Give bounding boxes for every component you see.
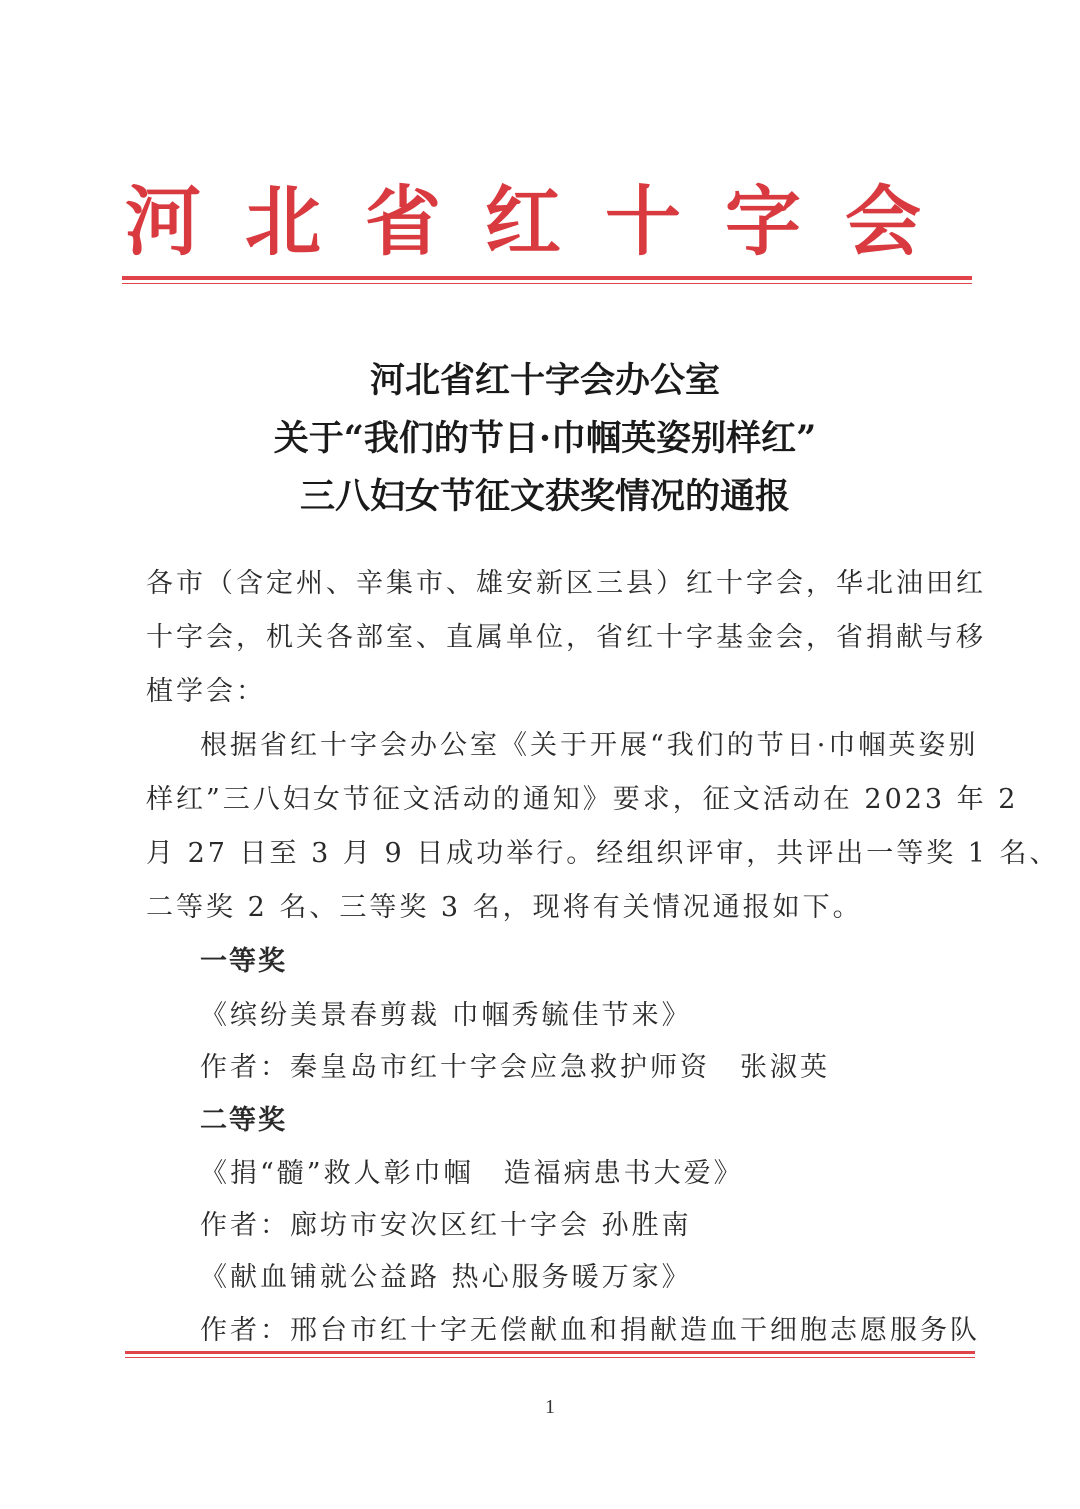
addressee-line-2: 十字会，机关各部室、直属单位，省红十字基金会，省捐献与移: [146, 622, 986, 653]
second-prize-work2-author: 作者：邢台市红十字无偿献血和捐献造血干细胞志愿服务队: [200, 1315, 980, 1346]
letterhead-red-rule: [122, 276, 972, 280]
first-prize-work-author: 作者：秦皇岛市红十字会应急救护师资 张淑英: [200, 1052, 830, 1083]
paragraph-line-4: 二等奖 2 名、三等奖 3 名，现将有关情况通报如下。: [146, 892, 863, 923]
second-prize-work2-title: 《献血铺就公益路 热心服务暖万家》: [200, 1262, 692, 1293]
second-prize-heading: 二等奖: [200, 1105, 287, 1136]
footer-red-rule-thin: [125, 1357, 975, 1358]
footer-red-rule: [125, 1351, 975, 1354]
addressee-line-1: 各市（含定州、辛集市、雄安新区三县）红十字会，华北油田红: [146, 568, 986, 599]
paragraph-line-2: 样红”三八妇女节征文活动的通知》要求，征文活动在 2023 年 2: [146, 784, 1019, 815]
paragraph-line-1: 根据省红十字会办公室《关于开展“我们的节日·巾帼英姿别: [200, 730, 979, 761]
letterhead-red-rule-thin: [122, 283, 972, 284]
second-prize-work1-author: 作者：廊坊市安次区红十字会 孙胜南: [200, 1210, 692, 1241]
page-number: 1: [545, 1396, 555, 1418]
title-line-1: 河北省红十字会办公室: [369, 360, 720, 401]
first-prize-work-title: 《缤纷美景春剪裁 巾帼秀毓佳节来》: [200, 1000, 692, 1031]
title-line-2: 关于“我们的节日·巾帼英姿别样红”: [273, 418, 817, 459]
title-line-3: 三八妇女节征文获奖情况的通报: [299, 476, 790, 517]
first-prize-heading: 一等奖: [200, 946, 287, 977]
paragraph-line-3: 月 27 日至 3 月 9 日成功举行。经组织评审，共评出一等奖 1 名、: [146, 838, 1060, 869]
addressee-line-3: 植学会：: [146, 676, 266, 707]
letterhead-org-name: 河北省红十字会: [125, 177, 965, 266]
document-title: [120, 352, 970, 526]
second-prize-work1-title: 《捐“髓”救人彰巾帼 造福病患书大爱》: [200, 1158, 744, 1189]
